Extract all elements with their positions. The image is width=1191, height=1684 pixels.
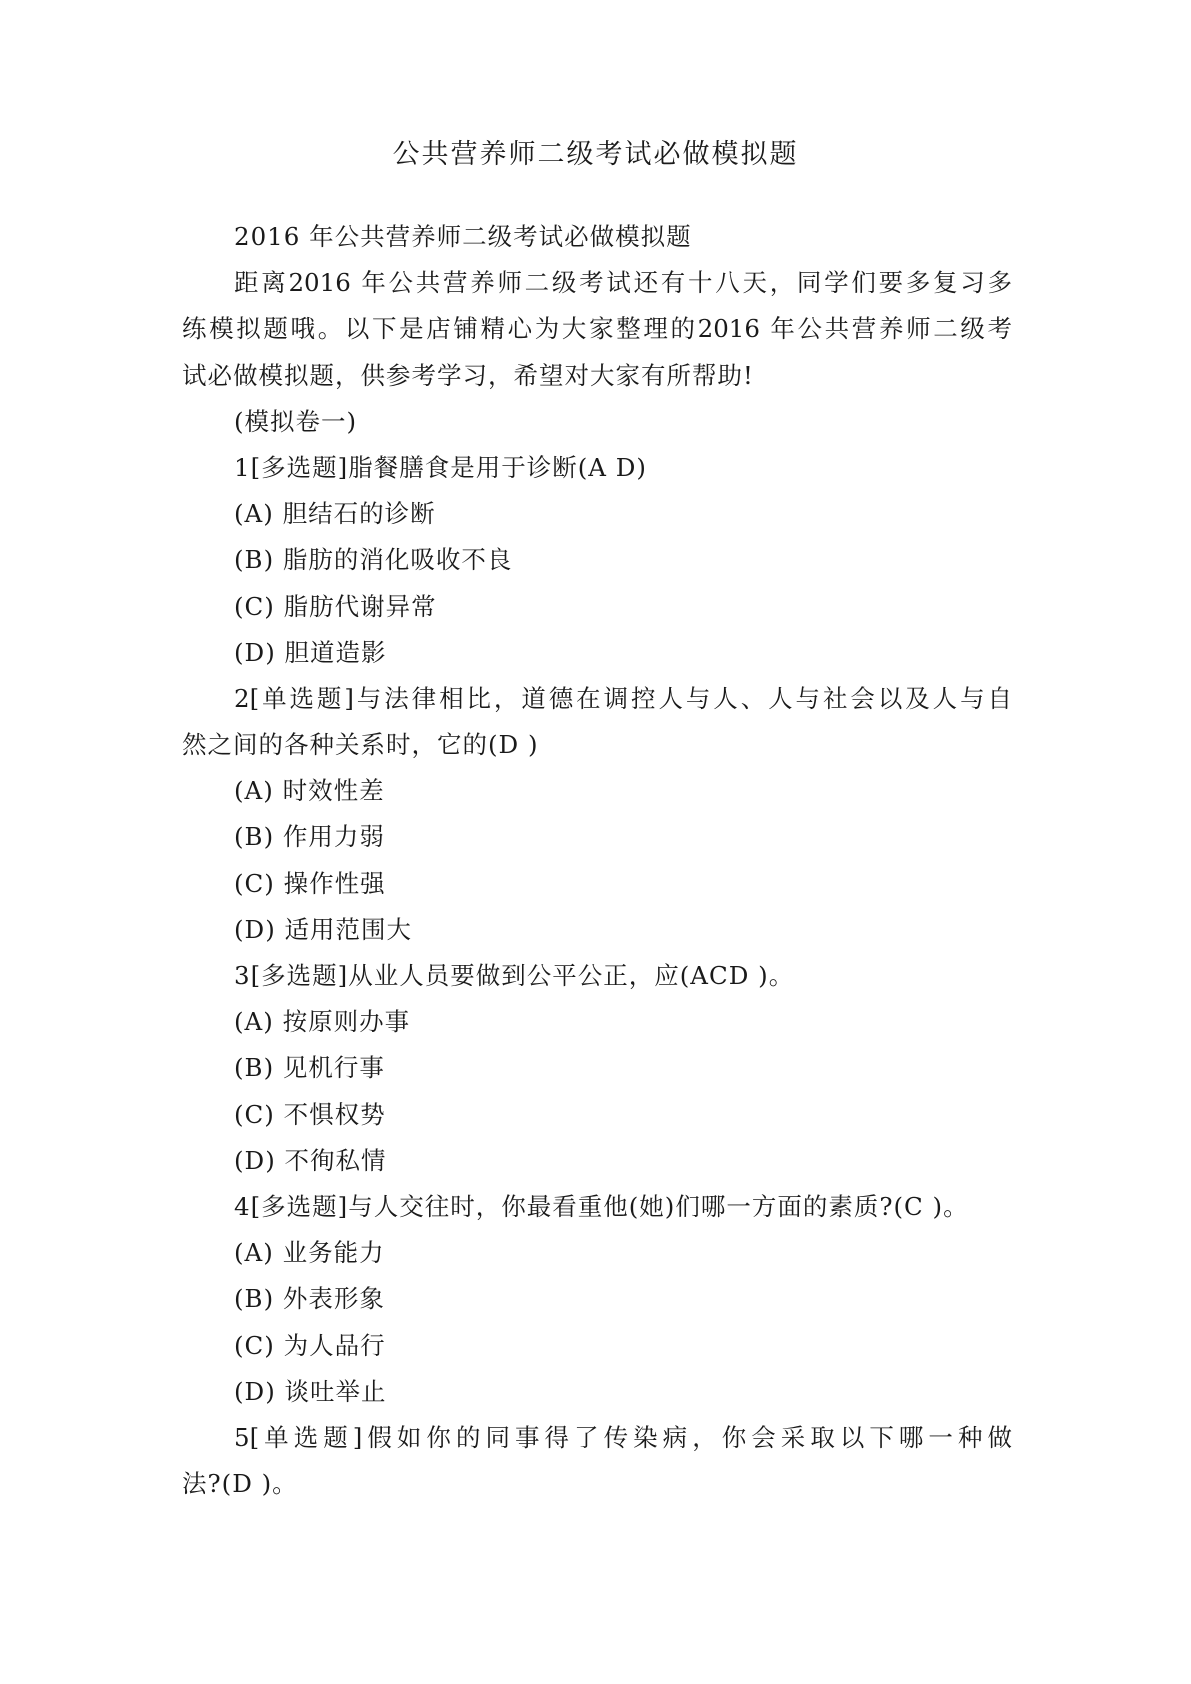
option-line: (B) 作用力弱 [234, 822, 385, 852]
option-line: (C) 操作性强 [234, 868, 386, 898]
option-line: (A) 业务能力 [234, 1238, 385, 1268]
question-line: 然之间的各种关系时，它的(D ) [182, 730, 539, 760]
option-line: (A) 按原则办事 [234, 1007, 411, 1037]
option-line: (B) 见机行事 [234, 1053, 385, 1083]
option-line: (D) 不徇私情 [234, 1145, 387, 1175]
option-line: (A) 时效性差 [234, 776, 385, 806]
option-line: (C) 为人品行 [234, 1330, 386, 1360]
document-title: 公共营养师二级考试必做模拟题 [392, 139, 799, 170]
text-line: 距离2016 年公共营养师二级考试还有十八天，同学们要多复习多 [234, 268, 1012, 298]
question-line: 4[多选题]与人交往时，你最看重他(她)们哪一方面的素质?(C )。 [234, 1191, 969, 1221]
document-body [182, 214, 1012, 1507]
question-line: 1[多选题]脂餐膳食是用于诊断(A D) [234, 452, 647, 482]
text-line: 练模拟题哦。以下是店铺精心为大家整理的2016 年公共营养师二级考 [182, 314, 1012, 344]
option-line: (C) 脂肪代谢异常 [234, 591, 437, 621]
option-line: (A) 胆结石的诊断 [234, 499, 436, 529]
question-line: 法?(D )。 [182, 1469, 298, 1499]
option-line: (D) 适用范围大 [234, 914, 413, 944]
question-line: 3[多选题]从业人员要做到公平公正，应(ACD )。 [234, 961, 795, 990]
option-line: (B) 脂肪的消化吸收不良 [234, 545, 513, 575]
option-line: (B) 外表形象 [234, 1284, 385, 1314]
question-line: 5[单选题]假如你的同事得了传染病，你会采取以下哪一种做 [234, 1422, 1012, 1452]
question-line: 2[单选题]与法律相比，道德在调控人与人、人与社会以及人与自 [234, 683, 1012, 713]
section-label: (模拟卷一) [234, 406, 358, 436]
option-line: (D) 谈吐举止 [234, 1376, 387, 1406]
option-line: (C) 不惧权势 [234, 1099, 386, 1129]
text-line: 试必做模拟题，供参考学习，希望对大家有所帮助! [182, 360, 754, 390]
option-line: (D) 胆道造影 [234, 637, 387, 667]
text-line: 2016 年公共营养师二级考试必做模拟题 [234, 222, 692, 251]
